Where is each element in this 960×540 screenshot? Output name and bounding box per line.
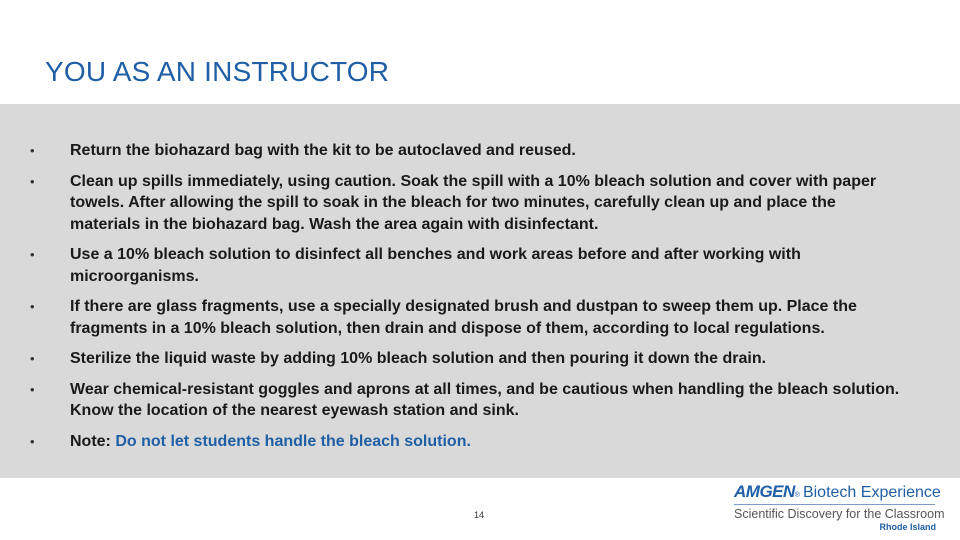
bullet-item [0,379,960,422]
amgen-biotech-experience-logo [734,482,944,534]
note-text: Do not let students handle the bleach solution. [115,432,471,450]
logo-program-name: Biotech Experience [802,484,941,501]
bullet-marker: • [30,381,35,397]
slide-title: YOU AS AN INSTRUCTOR [45,56,390,87]
bullet-item [0,244,960,287]
content-panel [0,104,960,478]
logo-region: Rhode Island [879,522,936,532]
bullet-text: Return the biohazard bag with the kit to be autoclaved and reused. [70,142,576,159]
bullet-item [0,296,960,339]
bullet-marker: • [30,143,35,158]
bullet-marker: • [30,433,35,449]
logo-brand-line [734,482,944,502]
bullet-item [0,171,960,236]
bullet-item [0,140,960,162]
bullet-text: Clean up spills immediately, using caution. Soak the spill with a 10% bleach solution and cover with paper towels. After allowing the spill to soak in the bleach for two minutes, carefully clean up and place the materials in the biohazard bag. Wash the area again with disinfectant. [70,172,877,233]
bullet-marker: • [30,247,35,262]
bullet-text: If there are glass fragments, use a specially designated brush and dustpan to sweep them up. Place the fragments in a 10% bleach solution, then drain and dispose of them, according to local regulations. [70,298,857,337]
logo-divider [734,504,935,505]
bullet-marker: • [30,351,35,366]
bullet-marker: • [30,173,35,189]
bullet-text: Sterilize the liquid waste by adding 10% bleach solution and then pouring it down the drain. [70,350,767,367]
logo-registered-mark: ® [794,492,800,499]
bullet-list [0,140,960,461]
note-item [0,431,960,453]
bullet-text: Use a 10% bleach solution to disinfect all benches and work areas before and after working with microorganisms. [70,246,801,285]
bullet-item [0,348,960,370]
note-label: Note: [70,432,111,450]
logo-tagline: Scientific Discovery for the Classroom [734,507,945,521]
bullet-marker: • [30,299,35,314]
logo-amgen-wordmark: AMGEN [734,482,795,501]
bullet-text: Wear chemical-resistant goggles and aprons at all times, and be cautious when handling the bleach solution. Know the location of the nearest eyewash station and sink. [70,380,900,419]
page-number: 14 [474,510,485,520]
